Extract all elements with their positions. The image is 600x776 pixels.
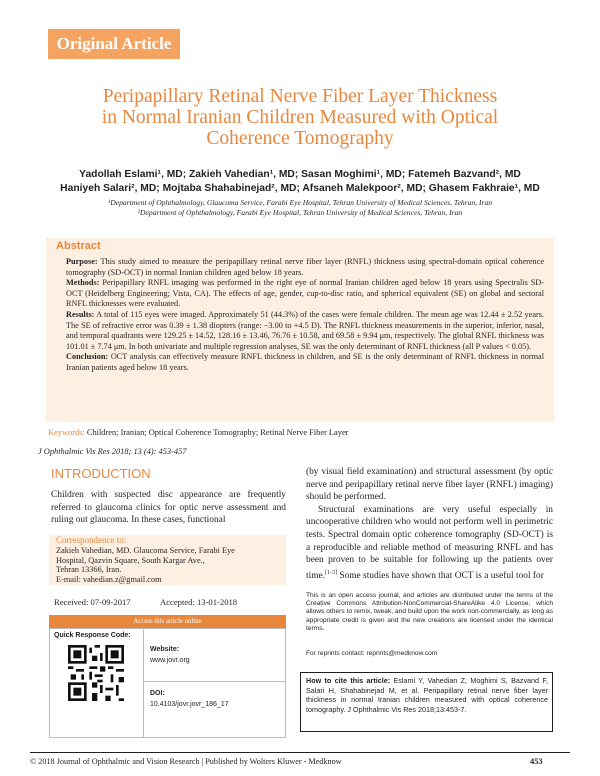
how-to-cite-text: Eslami Y, Vahedian Z, Moghimi S, Bazvand F, Salari H, Shahabinejad M, et al. Peripapillary retinal nerve fiber layer thickness in normal Iranian children measured with optical coherence tomography. J Ophthalmic Vis Res 2018;13:453-7. xyxy=(306,676,548,714)
keywords xyxy=(48,428,558,437)
authors-line-1: Yadollah Eslami¹, MD; Zakieh Vahedian¹, MD; Sasan Moghimi¹, MD; Fatemeh Bazvand², MD xyxy=(79,169,521,180)
conclusion-label: Conclusion: xyxy=(66,352,109,362)
website-label: Website: xyxy=(150,646,180,653)
conclusion-text: OCT analysis can effectively measure RNFL thickness in children, and SE is the only determinant of RNFL thickness in normal Iranian patients aged below 18 years. xyxy=(66,352,544,372)
authors-line-2: Haniyeh Salari², MD; Mojtaba Shahabinejad², MD; Afsaneh Malekpoor², MD; Ghasem Fakhraie¹, MD xyxy=(60,183,540,194)
correspondence-heading: Correspondence to: xyxy=(56,535,127,545)
affiliations xyxy=(40,198,560,218)
intro-right-para-3: Some studies have shown that OCT is a useful tool for xyxy=(339,570,544,581)
affiliation-2: ²Department of Ophthalmology, Farabi Eye Hospital, Tehran University of Medical Sciences, Tehran, Iran xyxy=(137,208,463,217)
correspondence-line-1: Zakieh Vahedian, MD. Glaucoma Service, Farabi Eye xyxy=(56,546,235,555)
abstract-body xyxy=(66,257,544,374)
methods-label: Methods: xyxy=(66,278,100,288)
qr-code-icon[interactable] xyxy=(68,645,124,701)
license-notice: This is an open access journal, and articles are distributed under the terms of the Creative Commons Attribution-NonCommercial-ShareAlike 4.0 License, which allows others to remix, tweak, and build upon the work non-commercially, as long as appropriate credit is given and the new creations are licensed under the identical terms. xyxy=(306,592,553,632)
article-title xyxy=(30,86,570,149)
reprints-contact: For reprints contact: reprints@medknow.com xyxy=(306,650,438,657)
qr-code-label: Quick Response Code: xyxy=(54,632,131,639)
access-divider-horizontal xyxy=(143,681,286,682)
title-line-1: Peripapillary Retinal Nerve Fiber Layer Thickness xyxy=(102,86,498,107)
title-line-3: Coherence Tomography xyxy=(206,128,394,149)
intro-right-para-1: (by visual field examination) and structural assessment (by optic nerve and peripapillary retinal nerve fiber layer (RNFL) imaging) should be performed. xyxy=(306,467,553,503)
affiliation-1: ¹Department of Ophthalmology, Glaucoma Service, Farabi Eye Hospital, Tehran University of Medical Sciences, Tehran, Iran xyxy=(107,198,493,207)
intro-left-paragraph: Children with suspected disc appearance are frequently referred to glaucoma clinics for optic nerve assessment and ruling out glaucoma. In these cases, functional xyxy=(51,490,286,526)
results-label: Results: xyxy=(66,309,95,319)
keywords-label: Keywords: xyxy=(48,428,85,437)
website-link[interactable]: www.jovr.org xyxy=(150,657,190,664)
page-number: 453 xyxy=(530,757,543,766)
purpose-label: Purpose: xyxy=(66,257,98,266)
doi-label: DOI: xyxy=(150,690,165,697)
correspondence-email[interactable]: E-mail: vahedian.z@gmail.com xyxy=(56,574,162,584)
correspondence-line-3: Tehran 13366, Iran. xyxy=(56,565,122,575)
intro-right-para-2-text: Structural examinations are very useful especially in uncooperative children who would not perform well in perimetric tests. Spectral domain optic coherence tomography (SD-OCT) is a reproducible and reliable method of measuring RNFL and has been proven to be suitable for following up the patients over time. xyxy=(306,504,553,581)
doi-link[interactable]: 10.4103/jovr.jovr_186_17 xyxy=(150,701,229,708)
results-text: A total of 115 eyes were imaged. Approximately 51 (44.3%) of the cases were female children. The mean age was 12.44 ± 2.52 years. The SE of refractive error was 0.39 ± 1.38 diopters (range: −3.00 to +4.5 D). The RNFL thickness measurements in the superior, inferior, nasal, and temporal quadrants were 129.25 ± 14.52, 128.16 ± 13.46, 76.76 ± 10.58, and 69.58 ± 9.94 μm, respectively. The global RNFL thickness was 101.01 ± 7.74 μm. In both univariate and multiple regression analyses, SE was the only determinant of RNFL thickness (all P values < 0.05). xyxy=(66,309,544,351)
footer-text: © 2018 Journal of Ophthalmic and Vision Research | Published by Wolters Kluwer - Medknow xyxy=(30,757,342,766)
intro-right-para-2 xyxy=(306,504,553,583)
introduction-heading: INTRODUCTION xyxy=(51,466,151,481)
how-to-cite xyxy=(306,676,548,714)
received-date: Received: 07-09-2017 xyxy=(54,597,131,607)
methods-text: Peripapillary RNFL imaging was performed in the right eye of normal Iranian children aged below 18 years using Spectralis SD-OCT (Heidelberg Engineering; Vista, CA). The effects of age, gender, cup-to-disc ratio, and spherical equivalent (SE) on global and sectoral RNFL thicknesses were evaluated. xyxy=(66,278,545,309)
access-online-bar: Access this article online xyxy=(49,615,286,628)
correspondence-line-2: Hospital, Qazvin Square, South Kargar Ave., xyxy=(56,555,205,565)
keywords-text: Children; Iranian; Optical Coherence Tomography; Retinal Nerve Fiber Layer xyxy=(86,428,349,437)
intro-right-column xyxy=(306,466,553,582)
abstract-heading: Abstract xyxy=(56,240,101,252)
accepted-date: Accepted: 13-01-2018 xyxy=(160,597,238,607)
footer-rule xyxy=(30,752,570,753)
correspondence-body xyxy=(56,546,282,584)
journal-citation: J Ophthalmic Vis Res 2018; 13 (4): 453-457 xyxy=(38,447,187,456)
access-divider-vertical xyxy=(143,628,144,738)
article-type-badge: Original Article xyxy=(48,29,180,59)
reference-marker[interactable]: [1-3] xyxy=(325,569,338,576)
how-to-cite-label: How to cite this article: xyxy=(306,676,391,685)
title-line-2: in Normal Iranian Children Measured with Optical xyxy=(101,107,499,128)
purpose-text: This study aimed to measure the peripapillary retinal nerve fiber layer (RNFL) thickness using spectral-domain optical coherence tomography (SD-OCT) in normal Iranian children aged below 18 years. xyxy=(66,257,544,277)
author-list xyxy=(40,168,560,196)
